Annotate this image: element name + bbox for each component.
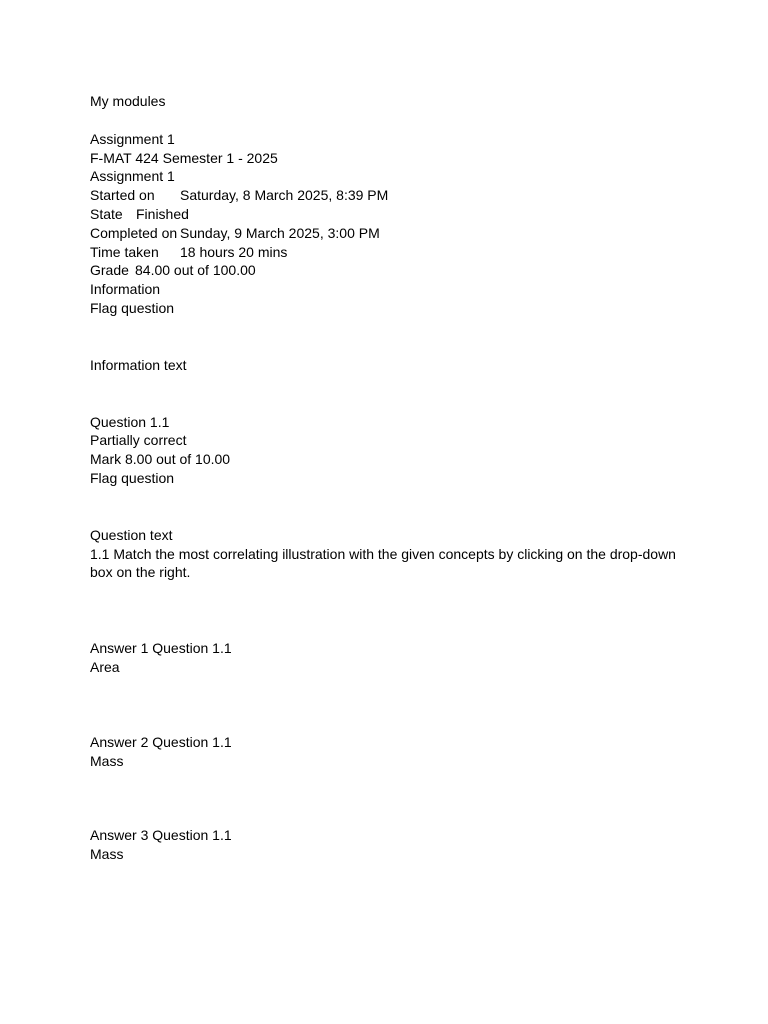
answer-select[interactable]: Area [90,658,120,675]
question-number: Question 1.1 [90,413,170,430]
time-taken-row [90,243,680,262]
state-row [90,205,680,224]
assignment-title: Assignment 1 [90,130,175,147]
grade-row [90,261,680,280]
question-status: Partially correct [90,432,187,449]
flag-question-button[interactable]: Flag question [90,469,175,486]
my-modules-link[interactable]: My modules [90,93,166,109]
question-text-label: Question text [90,526,173,543]
spacer [90,677,680,733]
answer-label: Answer 1 Question 1.1 [90,640,232,657]
spacer [90,488,680,526]
course-link[interactable]: F-MAT 424 Semester 1 - 2025 [90,149,278,166]
state-label: State [90,205,123,222]
answer-select[interactable]: Mass [90,846,124,863]
spacer [90,375,680,413]
spacer [90,318,680,356]
answer-label: Answer 2 Question 1.1 [90,733,232,750]
completed-on-value: Sunday, 9 March 2025, 3:00 PM [180,224,380,241]
started-on-label: Started on [90,187,155,204]
question-mark: Mark 8.00 out of 10.00 [90,451,231,468]
information-heading: Information [90,281,161,298]
time-taken-label: Time taken [90,243,159,260]
completed-on-label: Completed on [90,224,178,241]
spacer [90,582,680,639]
completed-on-row [90,224,680,243]
quiz-review-page [90,92,680,864]
grade-value: 84.00 out of 100.00 [135,262,256,279]
answer-label: Answer 3 Question 1.1 [90,827,232,844]
information-text-label: Information text [90,356,187,373]
spacer [90,111,680,130]
flag-question-button[interactable]: Flag question [90,299,175,316]
time-taken-value: 18 hours 20 mins [180,243,288,260]
spacer [90,770,680,826]
started-on-row [90,186,680,205]
answer-select[interactable]: Mass [90,752,124,769]
question-text: 1.1 Match the most correlating illustration with the given concepts by clicking on the drop-down box on the right. [90,545,676,581]
started-on-value: Saturday, 8 March 2025, 8:39 PM [180,187,389,204]
assignment-link[interactable]: Assignment 1 [90,168,175,185]
grade-label: Grade [90,262,129,279]
state-value: Finished [136,205,189,222]
